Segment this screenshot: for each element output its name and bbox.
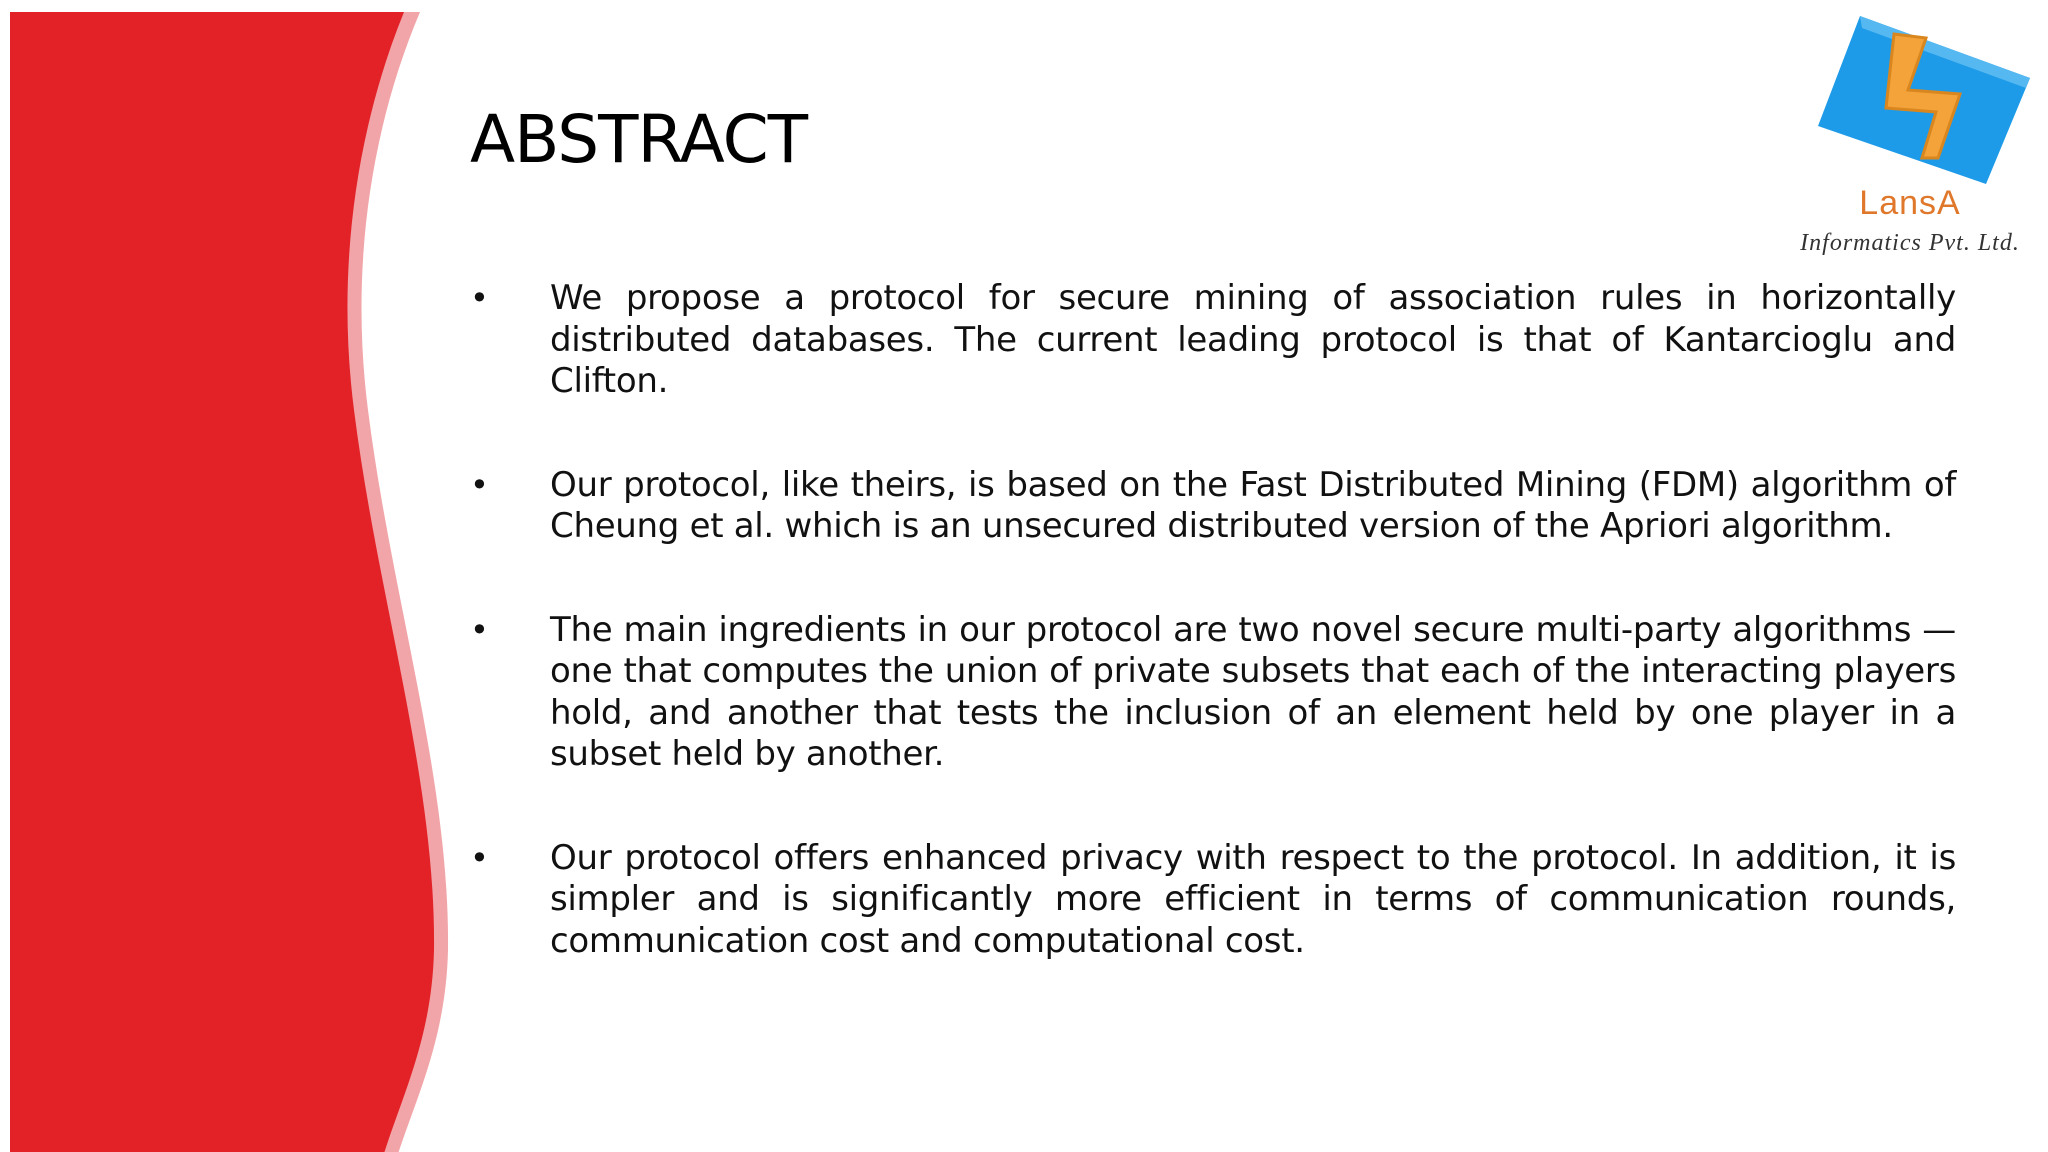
bullet-item-3	[470, 610, 1956, 776]
bullet-icon: •	[470, 465, 489, 504]
logo-name: LansA	[1859, 184, 1961, 222]
bullet-text: The main ingredients in our protocol are two novel secure multi-party algorithms — one that computes the union of private subsets that each of the interacting players hold, and another that tests the inclusion of an element held by one player in a subset held by another.	[550, 609, 1956, 774]
bullet-list	[470, 278, 1956, 1024]
bullet-item-4	[470, 838, 1956, 963]
red-wave-band	[0, 0, 480, 1152]
logo-tagline: Informatics Pvt. Ltd.	[1800, 230, 2020, 256]
company-logo	[1790, 8, 2030, 268]
bullet-text: Our protocol offers enhanced privacy with respect to the protocol. In addition, it is simpler and is significantly more efficient in terms of communication rounds, communication cost and computational cost.	[550, 837, 1956, 961]
lansa-logo-icon	[1790, 8, 2030, 188]
bullet-icon: •	[470, 610, 489, 649]
bullet-text: Our protocol, like theirs, is based on the Fast Distributed Mining (FDM) algorithm of Cheung et al. which is an unsecured distributed version of the Apriori algorithm.	[550, 464, 1956, 546]
bullet-item-2	[470, 465, 1956, 548]
bullet-icon: •	[470, 279, 489, 317]
bullet-text: We propose a protocol for secure mining of association rules in horizontally distributed databases. The current leading protocol is that of Kantarcioglu and Clifton.	[550, 278, 1956, 401]
slide-title: ABSTRACT	[470, 101, 808, 178]
bullet-item-1	[470, 278, 1956, 403]
bullet-icon: •	[470, 838, 489, 877]
